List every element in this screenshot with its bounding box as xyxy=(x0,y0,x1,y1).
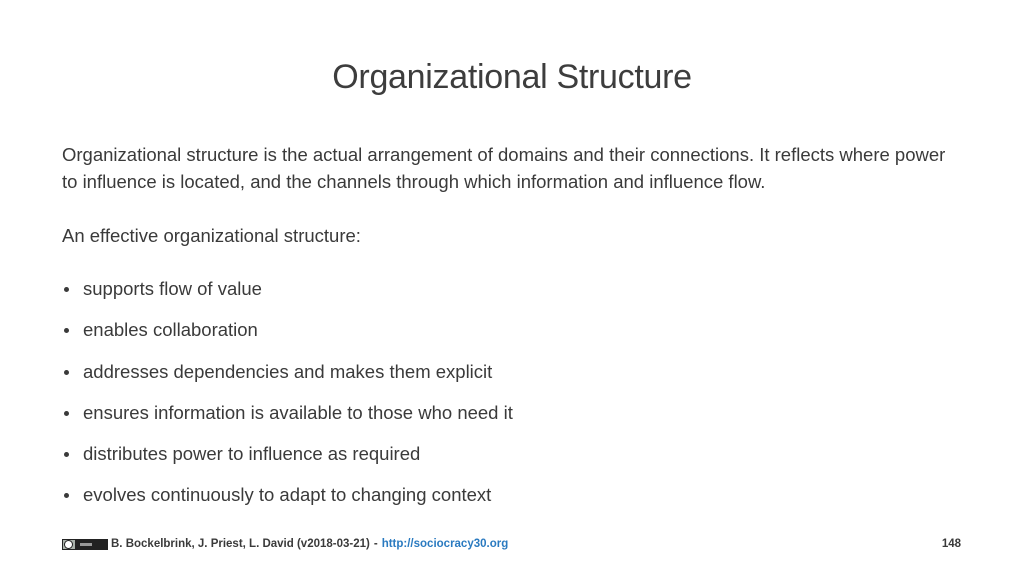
list-item-text: supports flow of value xyxy=(83,278,262,299)
list-item xyxy=(62,399,513,440)
footer xyxy=(62,536,508,552)
footer-credits: B. Bockelbrink, J. Priest, L. David (v2018-03-21) xyxy=(111,538,370,550)
list-item-text: addresses dependencies and makes them explicit xyxy=(83,360,493,382)
cc-by-sa-badge-icon[interactable] xyxy=(62,539,108,550)
bullet-icon xyxy=(64,328,69,333)
slide-title: Organizational Structure xyxy=(332,58,692,96)
bullet-icon xyxy=(64,493,69,498)
list-item-text: distributes power to influence as required xyxy=(83,443,421,465)
intro-paragraph: Organizational structure is the actual arrangement of domains and their connections. It reflects where power to influence is located, and the channels through which information and influence flow. xyxy=(62,144,946,192)
list-item xyxy=(62,440,513,481)
footer-link[interactable]: http://sociocracy30.org xyxy=(381,538,509,550)
list-lead-text: An effective organizational structure: xyxy=(62,225,361,246)
footer-separator: - xyxy=(373,538,378,550)
cc-circle-icon xyxy=(64,540,73,549)
bullet-list xyxy=(62,275,513,523)
list-item xyxy=(62,481,513,522)
list-item-text: ensures information is available to those who need it xyxy=(83,401,513,423)
bullet-icon xyxy=(64,452,69,457)
list-item-text: evolves continuously to adapt to changing context xyxy=(83,484,492,506)
list-item-text: enables collaboration xyxy=(83,319,258,341)
page-number: 148 xyxy=(941,538,961,550)
license-label xyxy=(75,540,107,549)
list-item xyxy=(62,358,513,399)
bullet-icon xyxy=(64,287,69,292)
list-item xyxy=(62,275,513,316)
list-item xyxy=(62,316,513,357)
bullet-icon xyxy=(64,370,69,375)
bullet-icon xyxy=(64,411,69,416)
